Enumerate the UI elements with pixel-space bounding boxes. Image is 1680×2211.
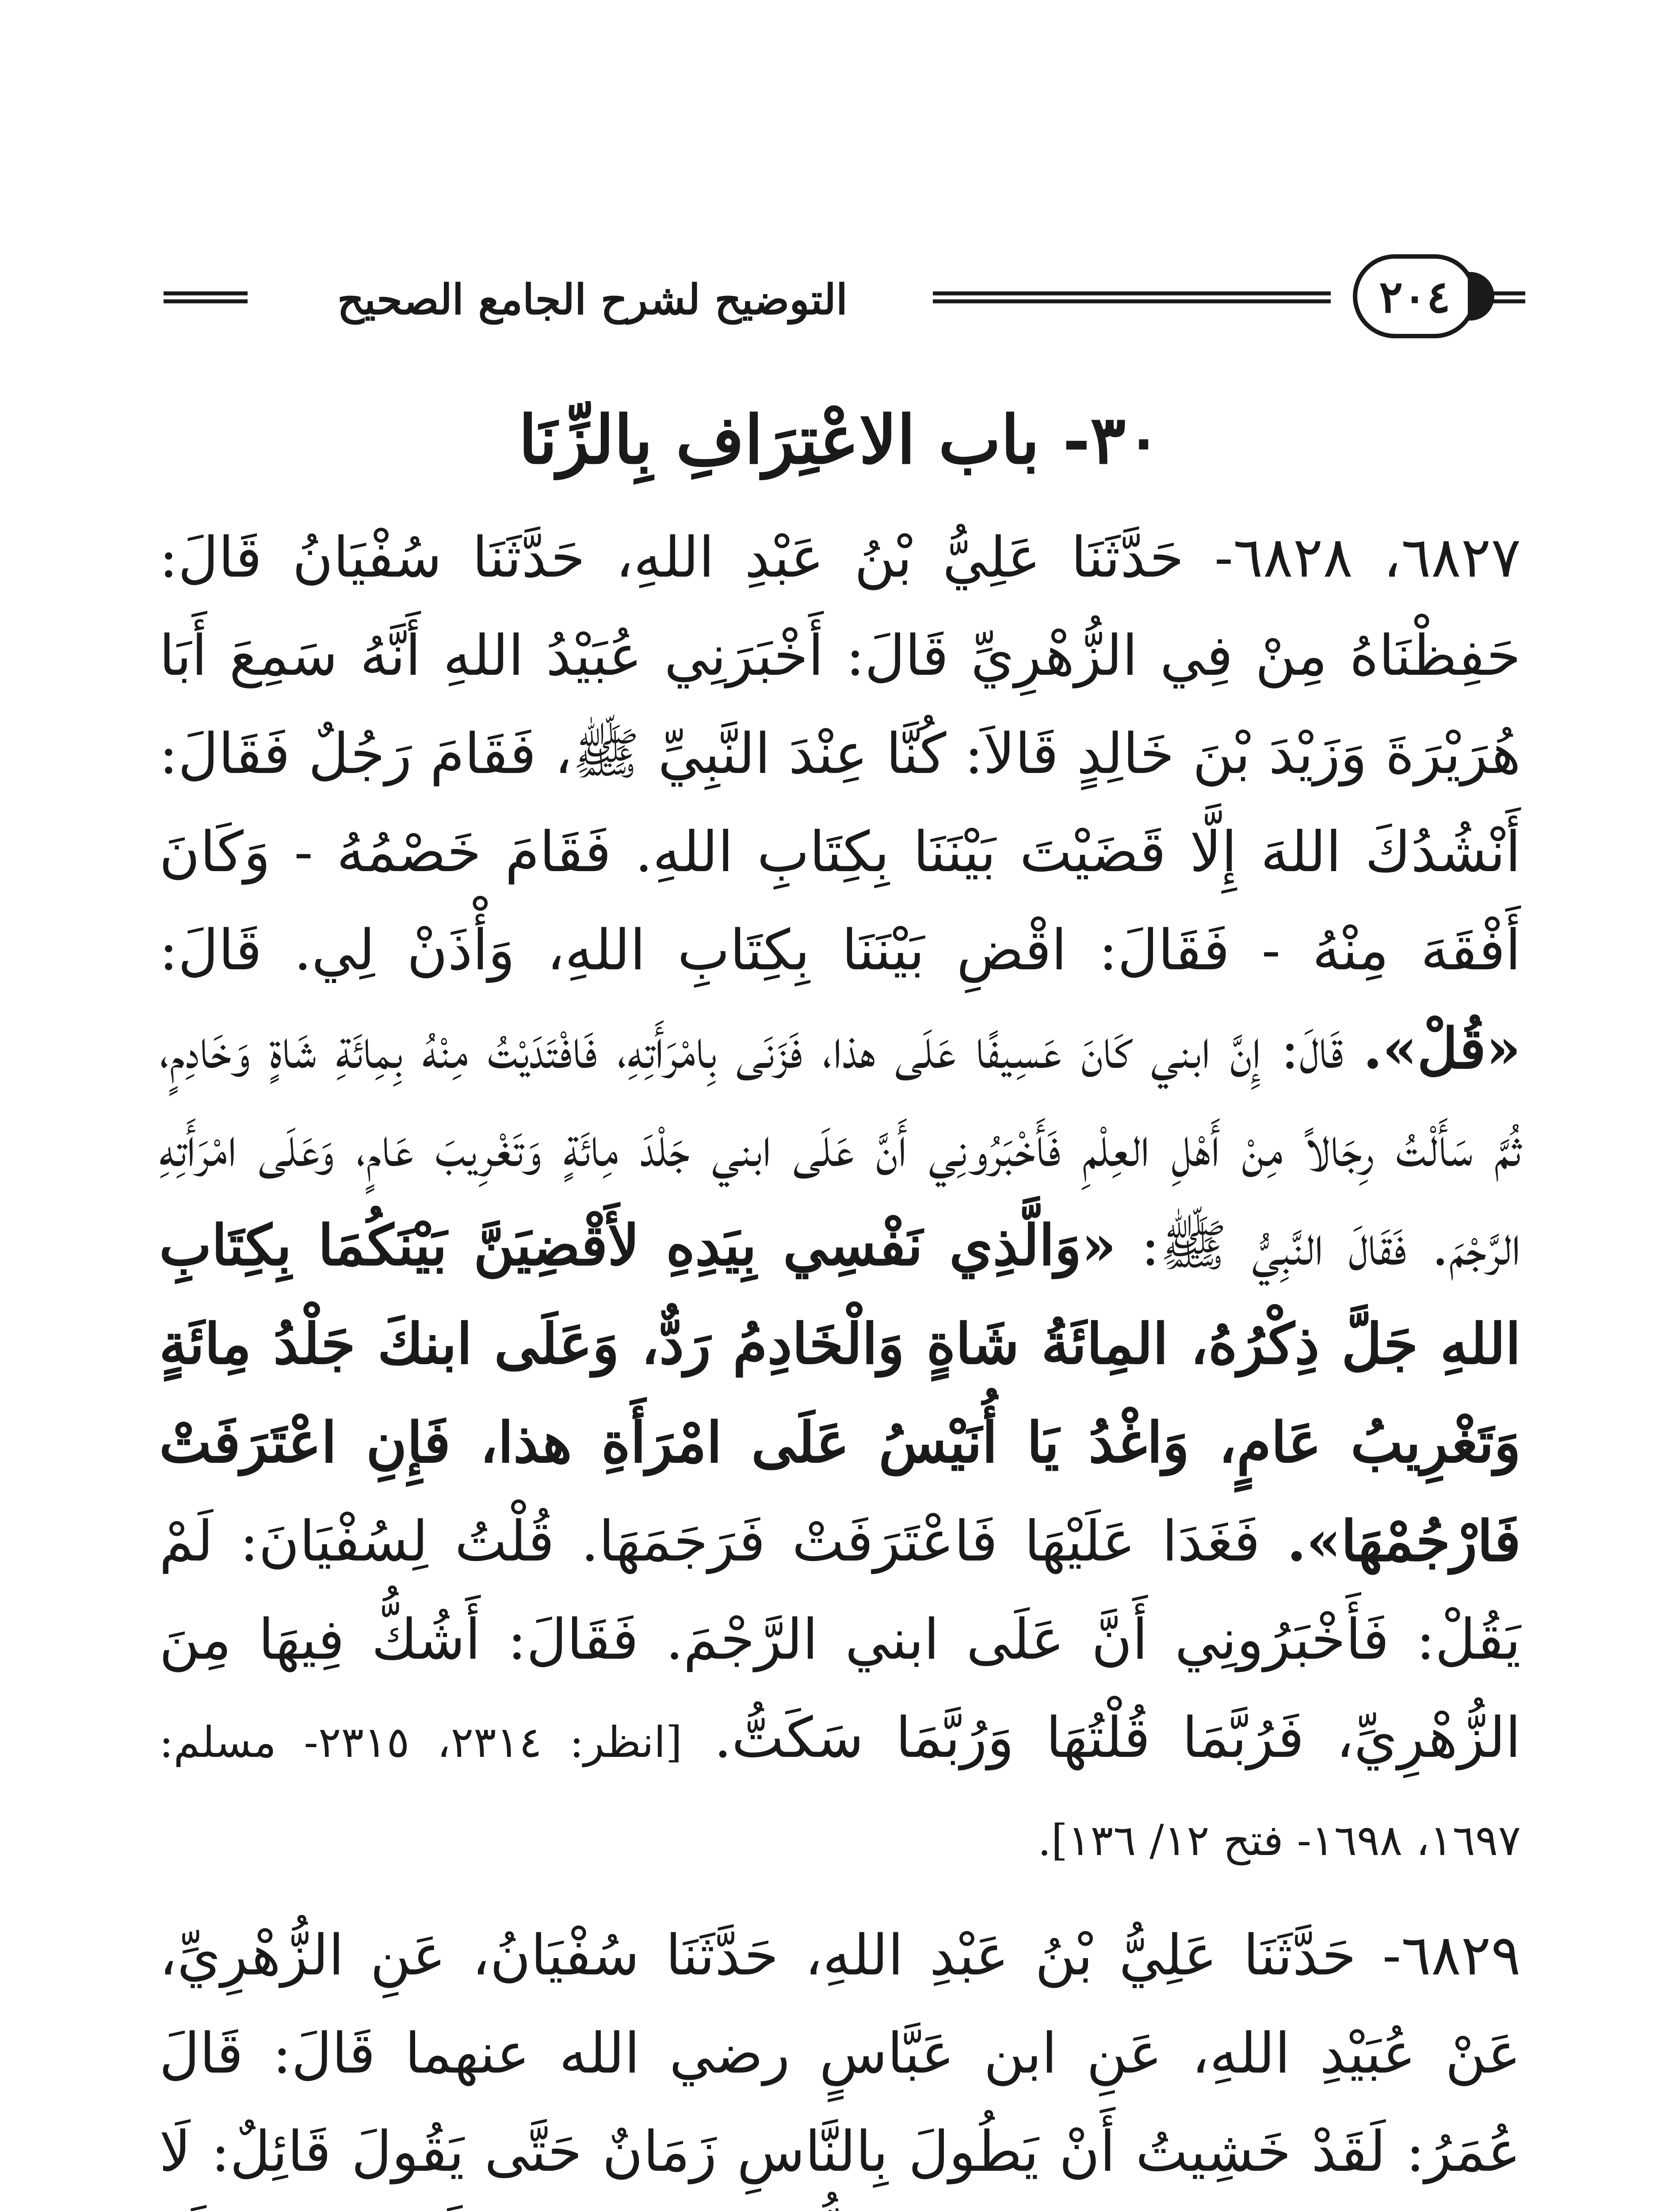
hadith-6829 <box>159 1906 1521 2211</box>
header-rule-middle <box>933 291 1331 303</box>
hadith-reference: [انظر: ٢٣١٤، ٢٣١٥- مسلم: ١٦٩٧، ١٦٩٨- فتح ١٢/ ١٣٦]. <box>159 1718 1521 1865</box>
hadith-6827-6828 <box>159 509 1521 1885</box>
hadith-number: ٦٨٢٩- <box>1382 1923 1521 1988</box>
hadith-quote: «قُلْ». <box>1363 1016 1521 1081</box>
hadith-text: فَغَدَا عَلَيْهَا فَاعْتَرَفَتْ فَرَجَمَهَا. قُلْتُ لِسُفْيَانَ: لَمْ يَقُلْ: فَأَخْبَرُونِي أَنَّ عَلَى ابني الرَّجْمَ. فَقَالَ: أَشُكُّ فِيهَا مِنَ الزُّهْرِيِّ، فَرُبَّمَا قُلْتُهَا وَرُبَّمَا سَكَتُّ. <box>159 1509 1521 1770</box>
hadith-text: حَدَّثَنَا عَلِيُّ بْنُ عَبْدِ اللهِ، حَدَّثَنَا سُفْيَانُ قَالَ: حَفِظْنَاهُ مِنْ فِي الزُّهْرِيِّ قَالَ: أَخْبَرَنِي عُبَيْدُ اللهِ أَنَّهُ سَمِعَ أَبَا هُرَيْرَةَ وَزَيْدَ بْنَ خَالِدٍ قَالاَ: كُنَّا عِنْدَ النَّبِيِّ ﷺ، فَقَامَ رَجُلٌ فَقَالَ: أَنْشُدُكَ اللهَ إِلَّا قَضَيْتَ بَيْنَنَا بِكِتَابِ اللهِ. فَقَامَ خَصْمُهُ - وَكَانَ أَفْقَهَ مِنْهُ - فَقَالَ: اقْضِ بَيْنَنَا بِكِتَابِ اللهِ، وَأْذَنْ لِي. قَالَ: <box>159 525 1521 983</box>
header-rule-left <box>164 291 248 303</box>
page-body <box>159 389 1521 2211</box>
book-title: التوضيح لشرح الجامع الصحيح <box>337 275 848 324</box>
chapter-title: ٣٠- باب الاعْتِرَافِ بِالزِّنَا <box>518 401 1161 479</box>
page-header <box>164 254 1525 343</box>
header-rule-right <box>1490 291 1525 303</box>
hadith-text: قَالَ: إِنَّ ابني كَانَ عَسِيفًا عَلَى هذا، فَزَنَى بِامْرَأَتِهِ، فَافْتَدَيْتُ مِنْهُ بِمِائَةِ شَاةٍ وَخَادِمٍ، ثُمَّ سَأَلْتُ رِجَالاً مِنْ أَهْلِ العِلْمِ فَأَخْبَرُونِي أَنَّ عَلَى ابني جَلْدَ مِائَةٍ وَتَغْرِيبَ عَامٍ، وَعَلَى امْرَأَتِهِ الرَّجْمَ. فَقَالَ النَّبِيُّ ﷺ: <box>159 1016 1521 1278</box>
hadith-quote: «وَالَّذِي نَفْسِي بِيَدِهِ لأَقْضِيَنَّ بَيْنَكُمَا بِكِتَابِ اللهِ جَلَّ ذِكْرُهُ، المِائَةُ شَاةٍ وَالْخَادِمُ رَدٌّ، وَعَلَى ابنكَ جَلْدُ مِائَةٍ وَتَغْرِيبُ عَامٍ، وَاغْدُ يَا أُنَيْسُ عَلَى امْرَأَةِ هذا، فَإِنِ اعْتَرَفَتْ فَارْجُمْهَا». <box>159 1213 1521 1574</box>
page-number: ٢٠٤ <box>1353 254 1477 338</box>
hadith-number: ٦٨٢٧، ٦٨٢٨- <box>1214 525 1521 590</box>
hadith-text: حَدَّثَنَا عَلِيُّ بْنُ عَبْدِ اللهِ، حَدَّثَنَا سُفْيَانُ، عَنِ الزُّهْرِيِّ، عَنْ عُبَيْدِ اللهِ، عَنِ ابن عَبَّاسٍ رضي الله عنهما قَالَ: قَالَ عُمَرُ: لَقَدْ خَشِيتُ أَنْ يَطُولَ بِالنَّاسِ زَمَانٌ حَتَّى يَقُولَ قَائِلٌ: لَا <box>159 1923 1521 2184</box>
